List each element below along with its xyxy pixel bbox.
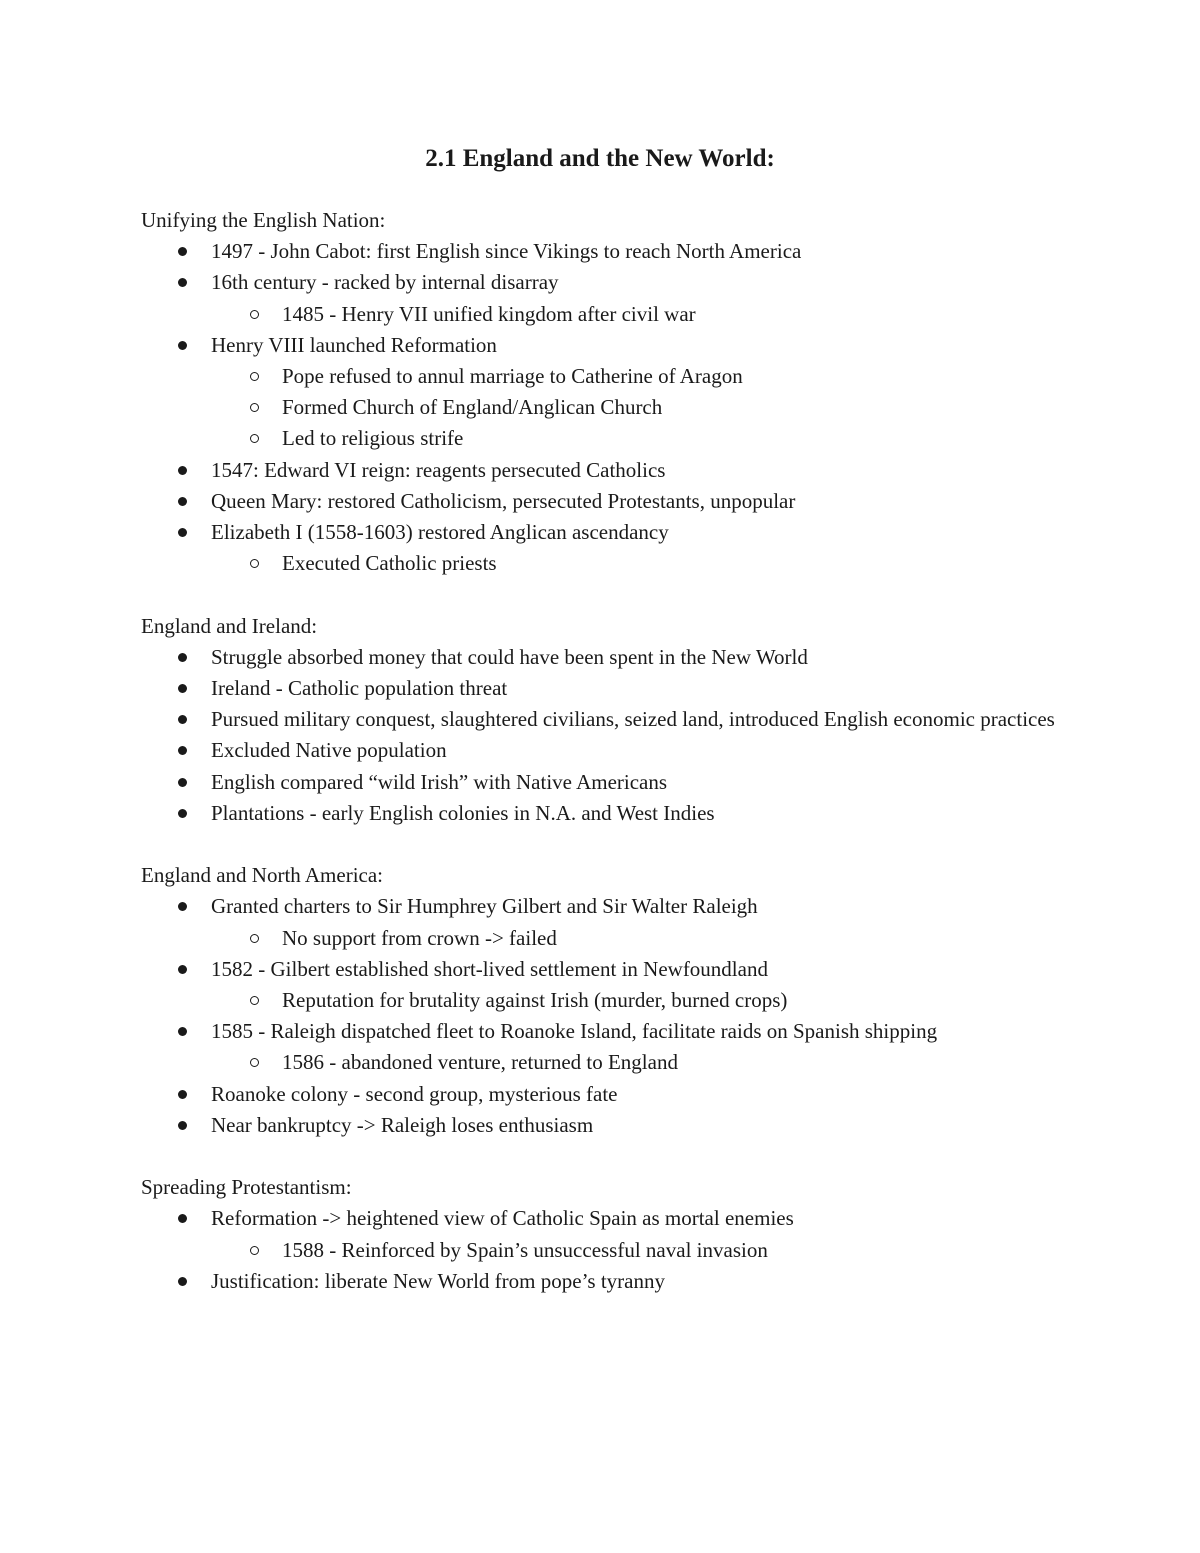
list-item-text: Roanoke colony - second group, mysterious fate bbox=[211, 1081, 618, 1106]
sub-list-item-text: Pope refused to annul marriage to Catherine of Aragon bbox=[282, 364, 743, 389]
list-item-text: English compared “wild Irish” with Native Americans bbox=[211, 769, 668, 794]
filled-bullet-icon bbox=[178, 341, 187, 350]
sub-list-item-text: 1586 - abandoned venture, returned to England bbox=[282, 1050, 678, 1075]
list-item-text: Queen Mary: restored Catholicism, persecuted Protestants, unpopular bbox=[211, 488, 796, 513]
page-title: 2.1 England and the New World: bbox=[425, 145, 775, 172]
sub-list-item bbox=[141, 985, 1081, 1016]
sub-list-item-text: Led to religious strife bbox=[282, 426, 464, 451]
hollow-bullet-icon bbox=[250, 996, 259, 1005]
sub-list-item-text: 1588 - Reinforced by Spain’s unsuccessful naval invasion bbox=[282, 1237, 768, 1262]
section bbox=[141, 205, 1081, 579]
filled-bullet-icon bbox=[178, 902, 187, 911]
list-item bbox=[141, 767, 1081, 798]
section-heading: Unifying the English Nation: bbox=[141, 208, 386, 232]
list-item bbox=[141, 1266, 1081, 1297]
list-item bbox=[141, 735, 1081, 766]
sub-list-item-text: No support from crown -> failed bbox=[282, 925, 557, 950]
list-item-text: Elizabeth I (1558-1603) restored Anglican ascendancy bbox=[211, 520, 669, 545]
list-item bbox=[141, 517, 1081, 548]
section-heading: Spreading Protestantism: bbox=[141, 1175, 352, 1200]
list-item-text: Near bankruptcy -> Raleigh loses enthusiasm bbox=[211, 1112, 594, 1137]
list-item-text: 1547: Edward VI reign: reagents persecuted Catholics bbox=[211, 457, 666, 482]
bullet-list bbox=[141, 236, 1081, 579]
hollow-bullet-icon bbox=[250, 1058, 259, 1067]
list-item-text: Struggle absorbed money that could have been spent in the New World bbox=[211, 644, 808, 669]
list-item bbox=[141, 1016, 1081, 1047]
section bbox=[141, 611, 1081, 829]
filled-bullet-icon bbox=[178, 653, 187, 662]
list-item-text: 1585 - Raleigh dispatched fleet to Roanoke Island, facilitate raids on Spanish shipping bbox=[211, 1019, 938, 1044]
list-item bbox=[141, 673, 1081, 704]
list-item bbox=[141, 798, 1081, 829]
list-item bbox=[141, 704, 1081, 735]
sub-list-item-text: Formed Church of England/Anglican Church bbox=[282, 395, 663, 420]
list-item-text: 16th century - racked by internal disarray bbox=[211, 270, 559, 295]
sub-list-item bbox=[141, 361, 1081, 392]
filled-bullet-icon bbox=[178, 965, 187, 974]
sub-list-item bbox=[141, 1235, 1081, 1266]
section-heading: England and Ireland: bbox=[141, 613, 318, 638]
filled-bullet-icon bbox=[178, 1214, 187, 1223]
list-item-text: Reformation -> heightened view of Catholic Spain as mortal enemies bbox=[211, 1206, 794, 1231]
filled-bullet-icon bbox=[178, 1277, 187, 1286]
filled-bullet-icon bbox=[178, 1090, 187, 1099]
filled-bullet-icon bbox=[178, 746, 187, 755]
hollow-bullet-icon bbox=[250, 372, 259, 381]
list-item bbox=[141, 267, 1081, 298]
filled-bullet-icon bbox=[178, 278, 187, 287]
list-item bbox=[141, 236, 1081, 267]
section bbox=[141, 860, 1081, 1141]
sub-list-item bbox=[141, 548, 1081, 579]
hollow-bullet-icon bbox=[250, 403, 259, 412]
list-item-text: Pursued military conquest, slaughtered civilians, seized land, introduced English economic practices bbox=[211, 707, 1055, 732]
filled-bullet-icon bbox=[178, 715, 187, 724]
filled-bullet-icon bbox=[178, 1027, 187, 1036]
list-item bbox=[141, 486, 1081, 517]
hollow-bullet-icon bbox=[250, 559, 259, 568]
list-item-text: Plantations - early English colonies in N.A. and West Indies bbox=[211, 800, 715, 825]
list-item-text: 1497 - John Cabot: first English since Vikings to reach North America bbox=[211, 239, 802, 264]
filled-bullet-icon bbox=[178, 1121, 187, 1130]
sub-list-item bbox=[141, 392, 1081, 423]
list-item-text: Ireland - Catholic population threat bbox=[211, 676, 508, 701]
sub-list-item bbox=[141, 423, 1081, 454]
list-item-text: Granted charters to Sir Humphrey Gilbert and Sir Walter Raleigh bbox=[211, 894, 758, 919]
filled-bullet-icon bbox=[178, 497, 187, 506]
filled-bullet-icon bbox=[178, 684, 187, 693]
sub-list-item bbox=[141, 299, 1081, 330]
bullet-list bbox=[141, 642, 1081, 829]
list-item bbox=[141, 330, 1081, 361]
list-item-text: Excluded Native population bbox=[211, 738, 447, 763]
section-heading: England and North America: bbox=[141, 863, 384, 888]
list-item bbox=[141, 455, 1081, 486]
list-item-text: Henry VIII launched Reformation bbox=[211, 332, 497, 357]
list-item-text: 1582 - Gilbert established short-lived settlement in Newfoundland bbox=[211, 956, 768, 981]
notes-body bbox=[141, 205, 1081, 1297]
section bbox=[141, 1172, 1081, 1297]
sub-list-item bbox=[141, 923, 1081, 954]
sub-list-item-text: Executed Catholic priests bbox=[282, 551, 497, 576]
sub-list-item-text: Reputation for brutality against Irish (murder, burned crops) bbox=[282, 988, 788, 1013]
list-item bbox=[141, 954, 1081, 985]
list-item bbox=[141, 1110, 1081, 1141]
filled-bullet-icon bbox=[178, 778, 187, 787]
hollow-bullet-icon bbox=[250, 1246, 259, 1255]
bullet-list bbox=[141, 1203, 1081, 1297]
list-item bbox=[141, 891, 1081, 922]
sub-list-item bbox=[141, 1047, 1081, 1078]
filled-bullet-icon bbox=[178, 528, 187, 537]
list-item bbox=[141, 1203, 1081, 1234]
list-item bbox=[141, 642, 1081, 673]
list-item-text: Justification: liberate New World from pope’s tyranny bbox=[211, 1268, 665, 1293]
hollow-bullet-icon bbox=[250, 434, 259, 443]
filled-bullet-icon bbox=[178, 466, 187, 475]
list-item bbox=[141, 1079, 1081, 1110]
hollow-bullet-icon bbox=[250, 310, 259, 319]
hollow-bullet-icon bbox=[250, 934, 259, 943]
filled-bullet-icon bbox=[178, 809, 187, 818]
sub-list-item-text: 1485 - Henry VII unified kingdom after civil war bbox=[282, 301, 696, 326]
bullet-list bbox=[141, 891, 1081, 1141]
filled-bullet-icon bbox=[178, 247, 187, 256]
